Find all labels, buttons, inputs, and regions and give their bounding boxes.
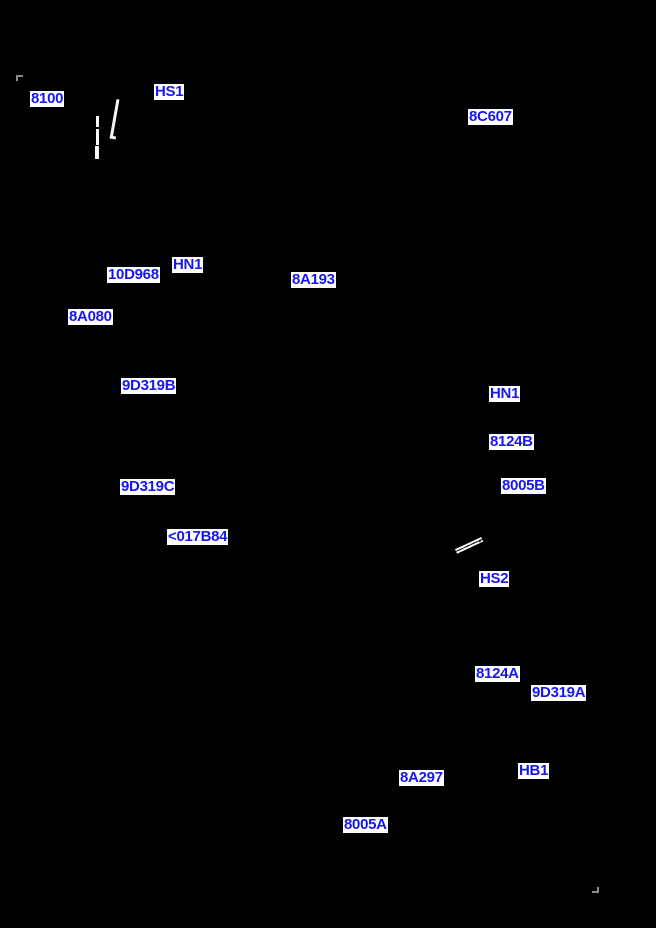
part-label-8a080[interactable]: 8A080 — [69, 308, 112, 325]
glare-tip-dot — [478, 539, 481, 542]
part-label-hb1[interactable]: HB1 — [519, 762, 549, 779]
part-label-hn1[interactable]: HN1 — [173, 256, 203, 273]
glare-highlight-hs2 — [455, 537, 483, 554]
part-label-9d319b[interactable]: 9D319B — [122, 377, 176, 394]
part-label-10d968[interactable]: 10D968 — [108, 266, 159, 283]
glare-segment — [95, 146, 99, 159]
glare-highlight-vertical — [95, 116, 101, 160]
part-label-017b84[interactable]: <017B84 — [168, 528, 228, 545]
part-label-hs2[interactable]: HS2 — [480, 570, 509, 587]
part-label-8005a[interactable]: 8005A — [344, 816, 387, 833]
part-label-8005b[interactable]: 8005B — [502, 477, 545, 494]
part-label-9d319a[interactable]: 9D319A — [532, 684, 586, 701]
part-label-9d319c[interactable]: 9D319C — [121, 478, 175, 495]
part-label-8a193[interactable]: 8A193 — [292, 271, 335, 288]
part-label-hn1[interactable]: HN1 — [490, 385, 520, 402]
crop-corner-top-left-icon — [16, 75, 23, 81]
glare-segment — [96, 116, 99, 127]
crop-corner-bottom-right-icon — [592, 887, 599, 893]
glare-segment — [96, 129, 99, 145]
part-label-8c607[interactable]: 8C607 — [469, 108, 512, 125]
part-label-8124a[interactable]: 8124A — [476, 665, 519, 682]
glare-highlight-diagonal — [110, 99, 119, 139]
part-label-8a297[interactable]: 8A297 — [400, 769, 443, 786]
part-label-8100[interactable]: 8100 — [31, 90, 64, 107]
part-label-8124b[interactable]: 8124B — [490, 433, 533, 450]
part-label-hs1[interactable]: HS1 — [155, 83, 184, 100]
